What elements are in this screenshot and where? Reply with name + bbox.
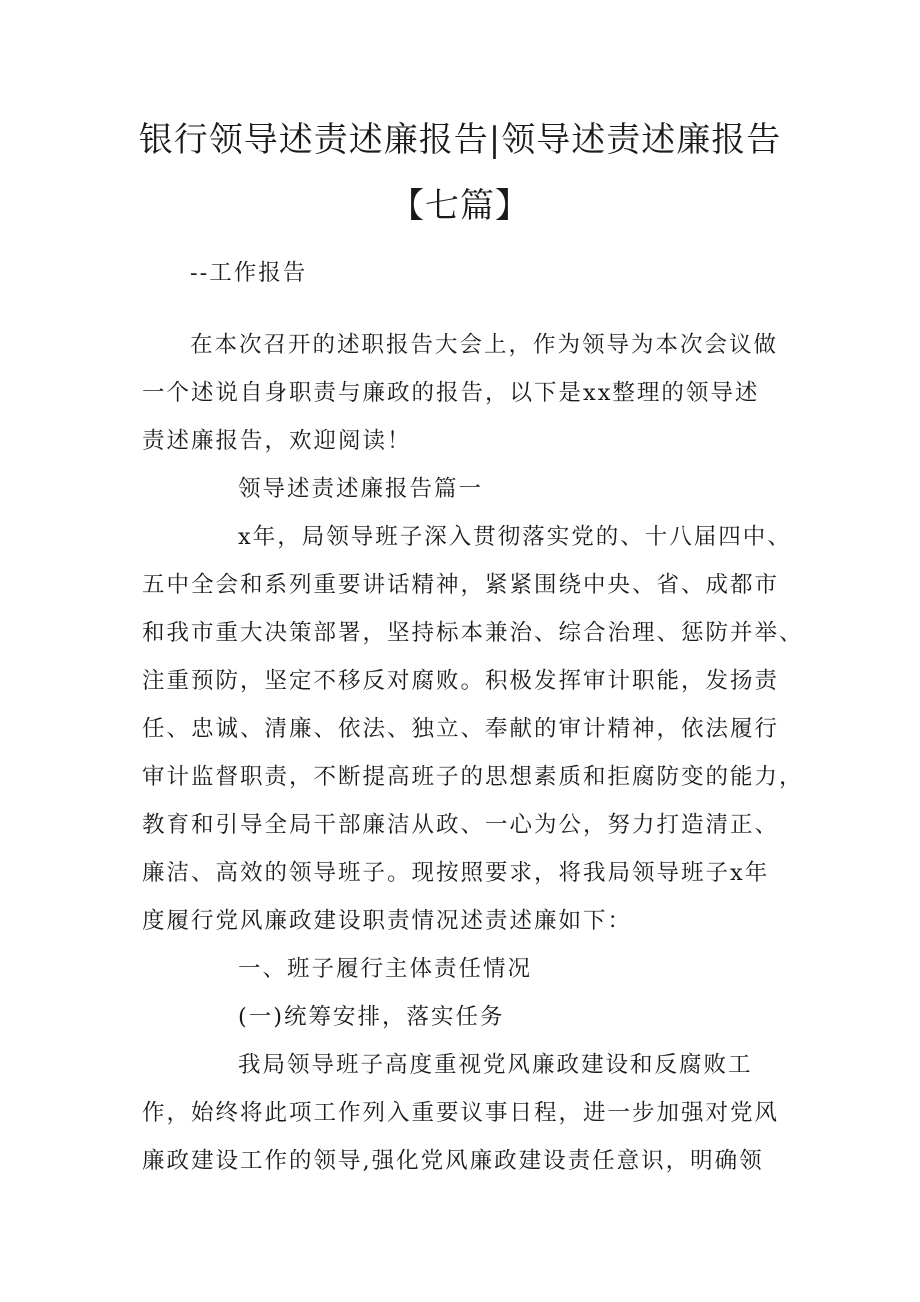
paragraph-line: 度履行党风廉政建设职责情况述责述廉如下： (142, 908, 633, 934)
paragraph-line: 我局领导班子高度重视党风廉政建设和反腐败工 (238, 1052, 753, 1078)
section-heading: 领导述责述廉报告篇一 (238, 476, 484, 502)
section-heading: 一、班子履行主体责任情况 (238, 956, 533, 982)
paragraph-line: 任、忠诚、清廉、依法、独立、奉献的审计精神，依法履行 (142, 716, 780, 742)
document-title-line-2: 【七篇】 (390, 186, 530, 226)
paragraph-line: 注重预防，坚定不移反对腐败。积极发挥审计职能，发扬责 (142, 668, 780, 694)
paragraph-line: x年，局领导班子深入贯彻落实党的、十八届四中、 (238, 524, 792, 550)
document-title-line-1: 银行领导述责述廉报告|领导述责述廉报告 (138, 120, 782, 160)
paragraph-line: 责述廉报告，欢迎阅读！ (142, 428, 412, 454)
subsection-heading: (一)统筹安排，落实任务 (238, 1004, 505, 1030)
paragraph-line: 作，始终将此项工作列入重要议事日程，进一步加强对党风 (142, 1100, 780, 1126)
paragraph-line: 审计监督职责，不断提高班子的思想素质和拒腐防变的能力， (142, 764, 804, 790)
paragraph-line: 廉洁、高效的领导班子。现按照要求，将我局领导班子x年 (142, 860, 770, 886)
paragraph-line: 一个述说自身职责与廉政的报告，以下是xx整理的领导述 (142, 380, 760, 406)
paragraph-line: 五中全会和系列重要讲话精神，紧紧围绕中央、省、成都市 (142, 572, 780, 598)
paragraph-line: 教育和引导全局干部廉洁从政、一心为公，努力打造清正、 (142, 812, 780, 838)
subtitle-line: --工作报告 (190, 260, 308, 286)
paragraph-line: 和我市重大决策部署，坚持标本兼治、综合治理、惩防并举、 (142, 620, 804, 646)
paragraph-line: 在本次召开的述职报告大会上，作为领导为本次会议做 (190, 332, 779, 358)
paragraph-line: 廉政建设工作的领导,强化党风廉政建设责任意识，明确领 (142, 1148, 764, 1174)
